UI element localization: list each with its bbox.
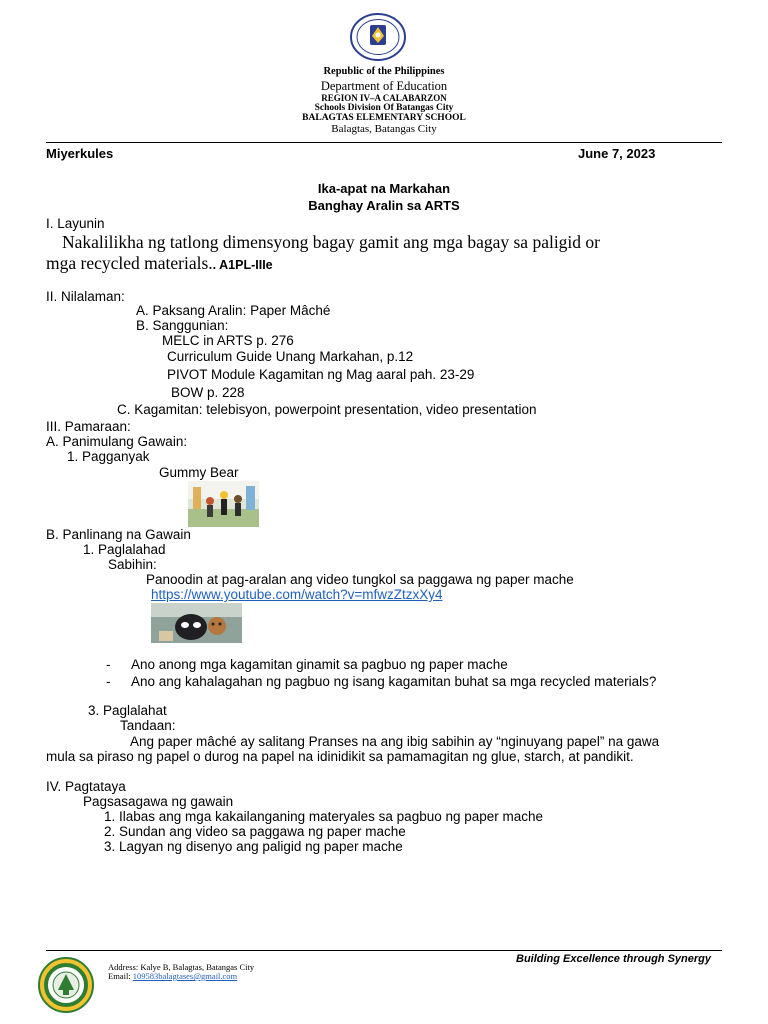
quarter-title: Ika-apat na Markahan <box>317 181 451 196</box>
date-label: June 7, 2023 <box>578 146 656 161</box>
section-4-heading: IV. Pagtataya <box>46 779 126 794</box>
objective-line-1: Nakalilikha ng tatlong dimensyong bagay gamit ang mga bagay sa paligid or <box>62 232 600 252</box>
section-2-b: B. Sanggunian: <box>136 318 229 333</box>
paper-mache-thumbnail <box>151 603 242 643</box>
footer-email-link[interactable]: 109583balagtases@gmail.com <box>132 971 238 981</box>
paglalahad-label: 1. Paglalahad <box>83 542 166 557</box>
deped-seal-logo <box>348 12 408 62</box>
section-1-heading: I. Layunin <box>46 216 105 231</box>
footer-address: Address: Kalye B, Balagtas, Batangas City <box>108 962 255 972</box>
header-divider <box>46 142 722 143</box>
header-school: BALAGTAS ELEMENTARY SCHOOL <box>302 113 466 123</box>
bullet-dash-2: - <box>106 674 111 689</box>
footer-divider <box>46 950 722 951</box>
header-division: Schools Division Of Batangas City <box>314 103 454 113</box>
reference-4: BOW p. 228 <box>171 385 245 400</box>
footer-motto: Building Excellence through Synergy <box>516 953 711 965</box>
section-2-c: C. Kagamitan: telebisyon, powerpoint presentation, video presentation <box>117 402 537 417</box>
subject-title: Banghay Aralin sa ARTS <box>308 198 460 213</box>
day-label: Miyerkules <box>46 146 114 161</box>
footer-email-label: Email: <box>108 971 133 981</box>
tandaan-label: Tandaan: <box>120 718 176 733</box>
gummy-bear-label: Gummy Bear <box>159 465 239 480</box>
school-seal-logo <box>34 956 98 1014</box>
task-2: 2. Sundan ang video sa paggawa ng paper mache <box>104 824 406 839</box>
reference-3: PIVOT Module Kagamitan ng Mag aaral pah. 23-29 <box>167 367 475 382</box>
objective-line-2: mga recycled materials. <box>46 253 213 273</box>
task-3: 3. Lagyan ng disenyo ang paligid ng paper mache <box>104 839 403 854</box>
section-3-a1: 1. Pagganyak <box>67 449 150 464</box>
paglalahad-text: Panoodin at pag-aralan ang video tungkol sa paggawa ng paper mache <box>146 572 574 587</box>
header-region: REGION IV–A CALABARZON <box>321 93 447 103</box>
section-4-sub: Pagsasagawa ng gawain <box>83 794 234 809</box>
objective-code: . A1PL-IIIe <box>212 258 273 272</box>
sabihin-label: Sabihin: <box>108 557 157 572</box>
youtube-video-link[interactable]: https://www.youtube.com/watch?v=mfwzZtzxXy4 <box>151 587 443 602</box>
bullet-dash-1: - <box>106 657 111 672</box>
header-department: Department of Education <box>320 79 448 93</box>
section-2-heading: II. Nilalaman: <box>46 289 125 304</box>
reference-2: Curriculum Guide Unang Markahan, p.12 <box>167 349 414 364</box>
header-address: Balagtas, Batangas City <box>331 123 437 135</box>
question-2: Ano ang kahalagahan ng pagbuo ng isang kagamitan buhat sa mga recycled materials? <box>131 674 657 689</box>
section-3-b: B. Panlinang na Gawain <box>46 527 191 542</box>
section-3-a: A. Panimulang Gawain: <box>46 434 188 449</box>
generalization-line-2: mula sa piraso ng papel o durog na papel na idinidikit sa pamamagitan ng glue, starch, at pandikit. <box>46 749 634 764</box>
header-republic: Republic of the Philippines <box>323 66 445 77</box>
gummy-bear-thumbnail <box>188 481 259 527</box>
task-1: 1. Ilabas ang mga kakailanganing materyales sa pagbuo ng paper mache <box>104 809 544 824</box>
reference-1: MELC in ARTS p. 276 <box>162 333 294 348</box>
generalization-line-1: Ang paper mâché ay salitang Pranses na ang ibig sabihin ay “nginuyang papel” na gawa <box>130 734 660 749</box>
paglalahat-label: 3. Paglalahat <box>88 703 167 718</box>
section-3-heading: III. Pamaraan: <box>46 419 131 434</box>
section-2-a: A. Paksang Aralin: Paper Mâché <box>136 303 331 318</box>
question-1: Ano anong mga kagamitan ginamit sa pagbuo ng paper mache <box>131 657 508 672</box>
